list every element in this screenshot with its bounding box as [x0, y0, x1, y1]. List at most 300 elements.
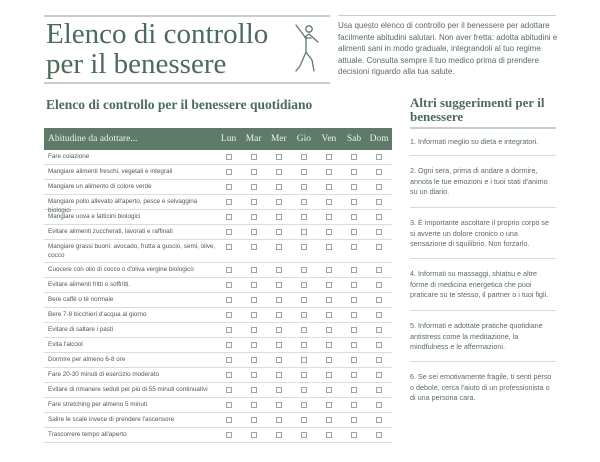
habit-label: Evita l'alcool — [48, 341, 83, 348]
day-cell-gio — [291, 240, 316, 262]
day-cell-mar — [241, 293, 266, 307]
day-cell-gio — [291, 278, 316, 292]
habit-row — [44, 308, 392, 323]
checkbox[interactable] — [351, 282, 357, 288]
day-cell-sab — [341, 308, 366, 322]
checkbox[interactable] — [276, 282, 282, 288]
checkbox[interactable] — [351, 342, 357, 348]
checkbox[interactable] — [276, 372, 282, 378]
checkbox[interactable] — [226, 357, 232, 363]
checkbox[interactable] — [351, 327, 357, 333]
day-cell-dom — [367, 263, 392, 277]
checkbox[interactable] — [251, 417, 257, 423]
day-cell-lun — [216, 150, 241, 164]
checkbox[interactable] — [226, 229, 232, 235]
day-cell-sab — [341, 165, 366, 179]
day-cell-ven — [316, 353, 341, 367]
day-cell-mar — [241, 428, 266, 442]
checkbox[interactable] — [351, 184, 357, 190]
checkbox[interactable] — [251, 169, 257, 175]
checkbox[interactable] — [326, 214, 332, 220]
checkbox[interactable] — [226, 342, 232, 348]
day-cell-mar — [241, 180, 266, 194]
checkbox[interactable] — [226, 372, 232, 378]
habit-row — [44, 368, 392, 383]
day-cell-mar — [241, 210, 266, 224]
day-cell-gio — [291, 150, 316, 164]
tip-item: 4. Informati su massaggi, shiatsu e altre forme di medicina energetica che puoi praticare su te stesso, il partner o i tuoi figli. — [410, 269, 549, 299]
checkbox[interactable] — [351, 214, 357, 220]
checkbox[interactable] — [251, 184, 257, 190]
tip-item: 1. Informati meglio su dieta e integratori. — [410, 137, 539, 146]
checkbox[interactable] — [251, 214, 257, 220]
tip-separator — [410, 361, 556, 362]
day-cell-mar — [241, 150, 266, 164]
day-cell-mer — [266, 338, 291, 352]
checkbox[interactable] — [276, 387, 282, 393]
checkbox[interactable] — [226, 402, 232, 408]
day-cell-lun — [216, 368, 241, 382]
habit-row — [44, 195, 392, 214]
habit-label: Mangiare alimenti freschi, vegetali e integrali — [48, 168, 173, 175]
checkbox[interactable] — [251, 402, 257, 408]
day-header-sab: Sab — [346, 134, 362, 144]
day-cell-sab — [341, 338, 366, 352]
checkbox[interactable] — [326, 169, 332, 175]
day-cell-sab — [341, 323, 366, 337]
day-cell-ven — [316, 240, 341, 262]
day-cell-dom — [367, 323, 392, 337]
tip-item: 2. Ogni sera, prima di andare a dormire, annota le tue emozioni e i tuoi stati d'animo su un diario. — [410, 166, 548, 196]
checkbox[interactable] — [326, 154, 332, 160]
checkbox[interactable] — [276, 199, 282, 205]
checkbox[interactable] — [226, 267, 232, 273]
habit-label: Evitare alimenti zuccherati, lavorati e raffinati — [48, 228, 173, 235]
day-cell-lun — [216, 398, 241, 412]
day-cell-gio — [291, 210, 316, 224]
checkbox[interactable] — [251, 342, 257, 348]
day-cell-ven — [316, 278, 341, 292]
checkbox[interactable] — [376, 199, 382, 205]
habit-row — [44, 165, 392, 180]
checkbox[interactable] — [326, 357, 332, 363]
checkbox[interactable] — [351, 402, 357, 408]
habit-row — [44, 293, 392, 308]
checkbox[interactable] — [351, 154, 357, 160]
day-header-mar: Mar — [245, 134, 262, 144]
checkbox[interactable] — [326, 417, 332, 423]
day-header-mer: Mer — [270, 134, 287, 144]
tip-item: 3. È importante ascoltare il proprio corpo se si avverte un dolore cronico o una sensazione di squilibrio. Non forzarlo. — [410, 218, 550, 248]
checkbox[interactable] — [326, 327, 332, 333]
day-cell-ven — [316, 263, 341, 277]
day-cell-ven — [316, 323, 341, 337]
habit-column-header: Abitudine da adottare... — [48, 134, 138, 144]
day-cell-sab — [341, 210, 366, 224]
habit-row — [44, 323, 392, 338]
checkbox[interactable] — [376, 267, 382, 273]
day-cell-mer — [266, 165, 291, 179]
day-cell-mer — [266, 308, 291, 322]
day-cell-lun — [216, 225, 241, 239]
day-cell-lun — [216, 165, 241, 179]
day-cell-sab — [341, 383, 366, 397]
habit-label: Mangiare un alimento di colore verde — [48, 183, 152, 190]
day-cell-dom — [367, 225, 392, 239]
checkbox[interactable] — [351, 297, 357, 303]
checkbox[interactable] — [251, 432, 257, 438]
checkbox[interactable] — [351, 357, 357, 363]
checkbox[interactable] — [251, 312, 257, 318]
checkbox[interactable] — [226, 244, 232, 250]
checkbox[interactable] — [376, 417, 382, 423]
day-cell-ven — [316, 398, 341, 412]
checkbox[interactable] — [351, 267, 357, 273]
checkbox[interactable] — [351, 229, 357, 235]
day-cell-mer — [266, 210, 291, 224]
habit-label: Evitare di saltare i pasti — [48, 326, 114, 333]
day-cell-dom — [367, 413, 392, 427]
checkbox[interactable] — [351, 199, 357, 205]
checkbox[interactable] — [376, 282, 382, 288]
day-cell-mer — [266, 225, 291, 239]
checkbox[interactable] — [226, 154, 232, 160]
day-cell-dom — [367, 165, 392, 179]
checkbox[interactable] — [326, 184, 332, 190]
day-cell-dom — [367, 150, 392, 164]
checkbox[interactable] — [301, 169, 307, 175]
checkbox[interactable] — [251, 282, 257, 288]
habit-row — [44, 278, 392, 293]
day-cell-mer — [266, 293, 291, 307]
day-cell-sab — [341, 180, 366, 194]
checkbox[interactable] — [376, 312, 382, 318]
day-cell-mer — [266, 323, 291, 337]
checkbox[interactable] — [276, 154, 282, 160]
day-cell-mer — [266, 278, 291, 292]
habit-label: Fare 20-30 minuti di esercizio moderato — [48, 371, 159, 378]
habit-label: Salire le scale invece di prendere l'ascensore — [48, 416, 175, 423]
day-header-lun: Lun — [220, 134, 237, 144]
day-cell-lun — [216, 353, 241, 367]
day-cell-dom — [367, 398, 392, 412]
tip-separator — [410, 310, 556, 311]
checkbox[interactable] — [376, 184, 382, 190]
day-cell-mar — [241, 368, 266, 382]
checkbox[interactable] — [276, 184, 282, 190]
checkbox[interactable] — [376, 357, 382, 363]
day-cell-mer — [266, 383, 291, 397]
checkbox[interactable] — [301, 432, 307, 438]
day-cell-gio — [291, 263, 316, 277]
day-cell-lun — [216, 383, 241, 397]
checkbox[interactable] — [326, 342, 332, 348]
day-cell-lun — [216, 323, 241, 337]
habit-row — [44, 150, 392, 165]
day-cell-sab — [341, 428, 366, 442]
day-cell-gio — [291, 428, 316, 442]
checkbox[interactable] — [251, 387, 257, 393]
day-cell-mar — [241, 225, 266, 239]
intro-text: Usa questo elenco di controllo per il benessere per adottare facilmente abitudini salutari. Non aver fretta: adotta abitudini e alimenti sani in modo graduale, integrandoli al tuo regime attuale. Consulta sempre il tuo medico prima di prendere decisioni riguardo alla tua salute. — [338, 21, 558, 76]
habit-label: Evitare alimenti fritti o soffritti. — [48, 281, 131, 288]
checkbox[interactable] — [301, 214, 307, 220]
checkbox[interactable] — [351, 417, 357, 423]
checkbox[interactable] — [326, 244, 332, 250]
day-cell-mer — [266, 263, 291, 277]
checkbox[interactable] — [226, 327, 232, 333]
day-cell-ven — [316, 308, 341, 322]
checkbox[interactable] — [326, 432, 332, 438]
tip-separator — [410, 258, 556, 259]
day-cell-mer — [266, 368, 291, 382]
checkbox[interactable] — [251, 229, 257, 235]
day-cell-sab — [341, 150, 366, 164]
checkbox[interactable] — [326, 297, 332, 303]
checkbox[interactable] — [301, 327, 307, 333]
checkbox[interactable] — [351, 312, 357, 318]
yoga-figure-icon — [292, 22, 322, 74]
checkbox[interactable] — [376, 327, 382, 333]
checkbox[interactable] — [376, 154, 382, 160]
checkbox[interactable] — [276, 357, 282, 363]
checkbox[interactable] — [226, 432, 232, 438]
checkbox[interactable] — [301, 184, 307, 190]
checkbox[interactable] — [376, 372, 382, 378]
day-cell-ven — [316, 383, 341, 397]
checkbox[interactable] — [351, 372, 357, 378]
checkbox[interactable] — [226, 417, 232, 423]
checkbox[interactable] — [351, 432, 357, 438]
day-cell-ven — [316, 413, 341, 427]
checkbox[interactable] — [251, 199, 257, 205]
checkbox[interactable] — [226, 282, 232, 288]
checkbox[interactable] — [226, 199, 232, 205]
checkbox[interactable] — [276, 267, 282, 273]
day-cell-gio — [291, 413, 316, 427]
checkbox[interactable] — [301, 229, 307, 235]
checkbox[interactable] — [301, 402, 307, 408]
day-cell-lun — [216, 278, 241, 292]
day-cell-mar — [241, 195, 266, 209]
day-cell-ven — [316, 210, 341, 224]
day-cell-lun — [216, 413, 241, 427]
day-cell-dom — [367, 368, 392, 382]
checkbox[interactable] — [326, 229, 332, 235]
day-cell-ven — [316, 195, 341, 209]
checkbox[interactable] — [301, 282, 307, 288]
habit-row — [44, 338, 392, 353]
day-cell-mar — [241, 323, 266, 337]
checkbox[interactable] — [251, 154, 257, 160]
checkbox[interactable] — [276, 169, 282, 175]
day-cell-lun — [216, 263, 241, 277]
day-cell-lun — [216, 180, 241, 194]
habit-label: Trascorrere tempo all'aperto — [48, 431, 127, 438]
habit-row — [44, 263, 392, 278]
tips-title: Altri suggerimenti per il benessere — [410, 95, 545, 124]
day-cell-mar — [241, 383, 266, 397]
tips-title-rule — [410, 127, 556, 129]
checkbox[interactable] — [301, 357, 307, 363]
day-cell-mer — [266, 180, 291, 194]
checkbox[interactable] — [251, 357, 257, 363]
day-cell-dom — [367, 293, 392, 307]
checkbox[interactable] — [301, 372, 307, 378]
day-cell-gio — [291, 353, 316, 367]
habit-label: Mangiare grassi buoni: avocado, frutta a guscio, semi, olive, cocco — [48, 243, 216, 259]
checkbox[interactable] — [326, 387, 332, 393]
habit-label: Bere caffè o tè normale — [48, 296, 114, 303]
checkbox[interactable] — [326, 267, 332, 273]
checkbox[interactable] — [251, 244, 257, 250]
day-cell-gio — [291, 383, 316, 397]
day-cell-mar — [241, 240, 266, 262]
day-cell-sab — [341, 263, 366, 277]
day-cell-sab — [341, 353, 366, 367]
day-cell-mer — [266, 150, 291, 164]
checkbox[interactable] — [376, 229, 382, 235]
day-cell-lun — [216, 308, 241, 322]
habit-row — [44, 413, 392, 428]
checkbox[interactable] — [301, 267, 307, 273]
checkbox[interactable] — [376, 214, 382, 220]
day-cell-mer — [266, 398, 291, 412]
day-cell-mer — [266, 195, 291, 209]
day-cell-ven — [316, 180, 341, 194]
habit-row — [44, 210, 392, 225]
checkbox[interactable] — [326, 402, 332, 408]
checkbox[interactable] — [301, 342, 307, 348]
habit-row — [44, 383, 392, 398]
day-cell-gio — [291, 368, 316, 382]
habit-label: Evitare di rimanere seduti per più di 55 minuti continuativi — [48, 386, 208, 393]
tip-separator — [410, 207, 556, 208]
checkbox[interactable] — [276, 214, 282, 220]
checkbox[interactable] — [301, 417, 307, 423]
checkbox[interactable] — [276, 432, 282, 438]
day-cell-ven — [316, 150, 341, 164]
checkbox[interactable] — [351, 387, 357, 393]
checkbox[interactable] — [251, 372, 257, 378]
day-cell-lun — [216, 338, 241, 352]
habit-label: Cuocere con olio di cocco o d'oliva vergine biologico — [48, 266, 194, 273]
day-cell-gio — [291, 323, 316, 337]
checkbox[interactable] — [301, 387, 307, 393]
checkbox[interactable] — [276, 229, 282, 235]
day-cell-sab — [341, 225, 366, 239]
day-header-ven: Ven — [321, 134, 337, 144]
day-cell-dom — [367, 353, 392, 367]
habit-label: Fare colazione — [48, 153, 90, 160]
day-cell-dom — [367, 383, 392, 397]
checkbox[interactable] — [351, 244, 357, 250]
checkbox[interactable] — [226, 387, 232, 393]
checkbox[interactable] — [376, 342, 382, 348]
day-cell-mar — [241, 398, 266, 412]
habit-row — [44, 225, 392, 240]
checkbox[interactable] — [301, 297, 307, 303]
day-cell-mar — [241, 263, 266, 277]
checkbox[interactable] — [251, 327, 257, 333]
checkbox[interactable] — [276, 417, 282, 423]
checkbox[interactable] — [376, 297, 382, 303]
checkbox[interactable] — [326, 312, 332, 318]
checkbox[interactable] — [276, 297, 282, 303]
checkbox[interactable] — [376, 169, 382, 175]
checkbox[interactable] — [276, 244, 282, 250]
day-cell-mar — [241, 308, 266, 322]
checkbox[interactable] — [251, 297, 257, 303]
day-cell-mer — [266, 240, 291, 262]
day-cell-dom — [367, 210, 392, 224]
daily-checklist-table — [44, 128, 392, 443]
checkbox[interactable] — [301, 154, 307, 160]
habit-row — [44, 240, 392, 263]
checkbox[interactable] — [226, 297, 232, 303]
day-cell-dom — [367, 278, 392, 292]
day-cell-dom — [367, 240, 392, 262]
checkbox[interactable] — [326, 372, 332, 378]
day-cell-dom — [367, 338, 392, 352]
intro-top-rule — [338, 15, 556, 16]
checkbox[interactable] — [276, 402, 282, 408]
day-cell-lun — [216, 293, 241, 307]
checkbox[interactable] — [351, 169, 357, 175]
day-cell-dom — [367, 428, 392, 442]
checkbox[interactable] — [276, 327, 282, 333]
checkbox[interactable] — [276, 342, 282, 348]
day-cell-sab — [341, 278, 366, 292]
checkbox[interactable] — [301, 244, 307, 250]
day-cell-sab — [341, 240, 366, 262]
checkbox[interactable] — [301, 312, 307, 318]
checkbox[interactable] — [326, 282, 332, 288]
habit-row — [44, 398, 392, 413]
day-cell-sab — [341, 413, 366, 427]
checkbox[interactable] — [326, 199, 332, 205]
habit-row — [44, 353, 392, 368]
day-cell-mar — [241, 353, 266, 367]
checkbox[interactable] — [251, 267, 257, 273]
habit-row — [44, 180, 392, 195]
day-cell-gio — [291, 225, 316, 239]
checkbox[interactable] — [276, 312, 282, 318]
checkbox[interactable] — [376, 432, 382, 438]
checkbox[interactable] — [226, 312, 232, 318]
day-cell-gio — [291, 165, 316, 179]
habit-label: Mangiare pollo allevato all'aperto, pesce e selvaggina biologici — [48, 198, 198, 214]
day-cell-lun — [216, 195, 241, 209]
checkbox[interactable] — [376, 402, 382, 408]
checkbox[interactable] — [376, 387, 382, 393]
header-top-rule — [44, 15, 330, 17]
page-title: Elenco di controllo per il benessere — [46, 18, 269, 80]
day-cell-gio — [291, 338, 316, 352]
habit-label: Mangiare uova e latticini biologici — [48, 213, 141, 220]
day-cell-dom — [367, 180, 392, 194]
day-cell-sab — [341, 398, 366, 412]
day-cell-sab — [341, 368, 366, 382]
checkbox[interactable] — [376, 244, 382, 250]
day-cell-gio — [291, 293, 316, 307]
checkbox[interactable] — [226, 169, 232, 175]
habit-label: Fare stretching per almeno 5 minuti — [48, 401, 148, 408]
habit-label: Dormire per almeno 6-8 ore — [48, 356, 126, 363]
checkbox[interactable] — [226, 184, 232, 190]
checkbox[interactable] — [226, 214, 232, 220]
checkbox[interactable] — [301, 199, 307, 205]
